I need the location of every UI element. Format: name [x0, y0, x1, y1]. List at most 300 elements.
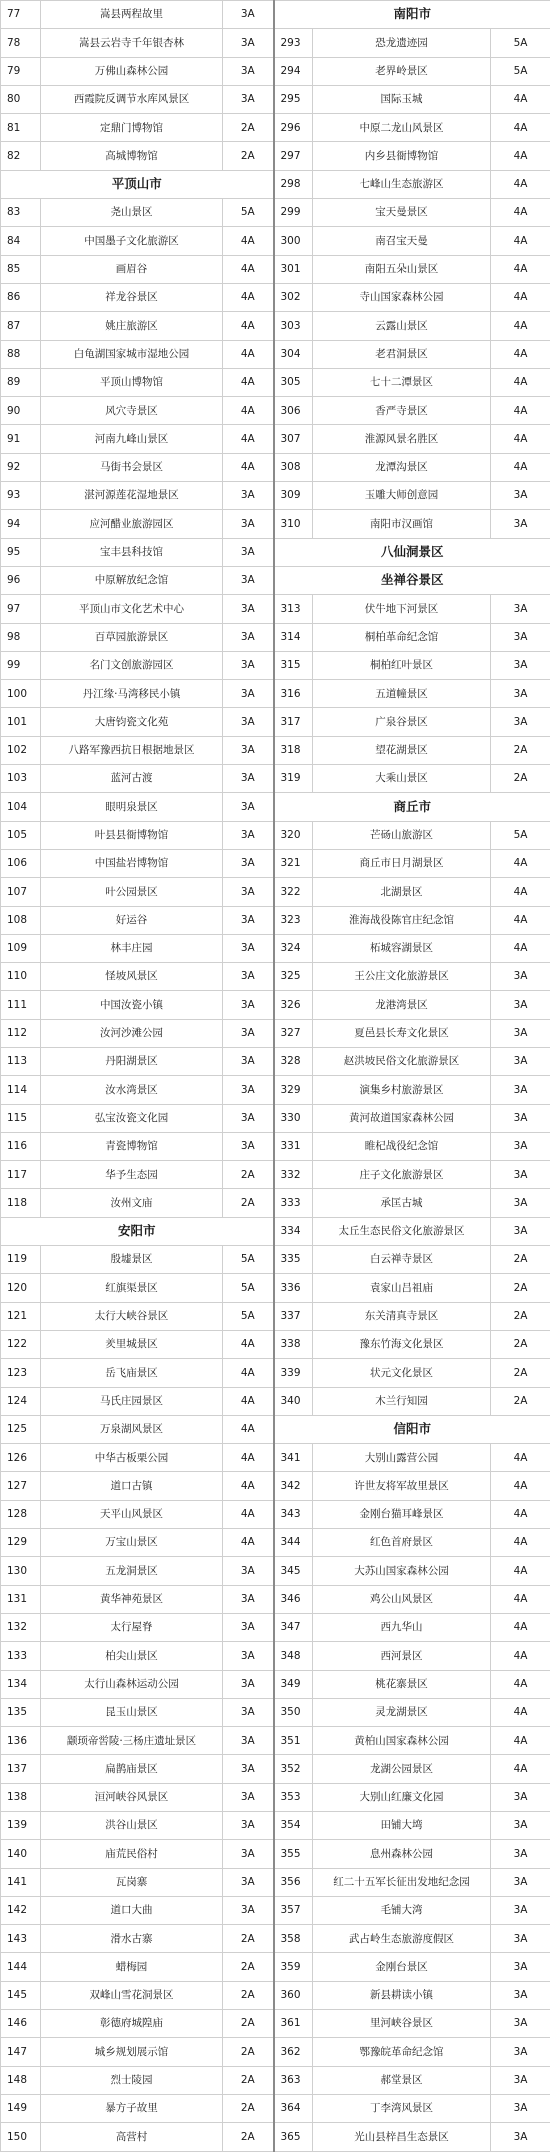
row-number: 361 — [274, 2010, 313, 2038]
grade-level: 4A — [223, 227, 274, 255]
grade-level: 4A — [491, 340, 550, 368]
scenic-spot-name: 云露山景区 — [313, 312, 491, 340]
table-row — [1, 1132, 550, 1160]
row-number: 326 — [274, 991, 313, 1019]
row-number: 341 — [274, 1444, 313, 1472]
grade-level: 4A — [491, 142, 550, 170]
row-number: 348 — [274, 1642, 313, 1670]
scenic-spot-name: 画眉谷 — [41, 255, 223, 283]
scenic-spot-name: 中国汝瓷小镇 — [41, 991, 223, 1019]
grade-level: 2A — [491, 765, 550, 793]
table-row — [1, 793, 550, 821]
table-row — [1, 1330, 550, 1358]
row-number: 85 — [1, 255, 41, 283]
table-row — [1, 1727, 550, 1755]
scenic-spot-name: 广泉谷景区 — [313, 708, 491, 736]
row-number: 337 — [274, 1302, 313, 1330]
row-number: 92 — [1, 453, 41, 481]
grade-level: 3A — [223, 793, 274, 821]
scenic-spot-name: 芒砀山旅游区 — [313, 821, 491, 849]
scenic-spot-name: 郝堂景区 — [313, 2066, 491, 2094]
row-number: 324 — [274, 934, 313, 962]
scenic-spot-name: 百草园旅游景区 — [41, 623, 223, 651]
grade-level: 3A — [491, 623, 550, 651]
table-row — [1, 2066, 550, 2094]
row-number: 331 — [274, 1132, 313, 1160]
grade-level: 3A — [223, 482, 274, 510]
scenic-spot-name: 田铺大塆 — [313, 1812, 491, 1840]
grade-level: 4A — [491, 283, 550, 311]
grade-level: 3A — [491, 510, 550, 538]
row-number: 117 — [1, 1161, 41, 1189]
grade-level: 3A — [223, 566, 274, 594]
grade-level: 4A — [491, 1670, 550, 1698]
scenic-spot-name: 宝天曼景区 — [313, 199, 491, 227]
table-row — [1, 1359, 550, 1387]
table-row — [1, 283, 550, 311]
row-number: 112 — [1, 1019, 41, 1047]
row-number: 90 — [1, 397, 41, 425]
row-number: 303 — [274, 312, 313, 340]
grade-level: 3A — [223, 1812, 274, 1840]
scenic-spot-name: 万宝山景区 — [41, 1529, 223, 1557]
row-number: 100 — [1, 680, 41, 708]
row-number: 322 — [274, 878, 313, 906]
table-row — [1, 1444, 550, 1472]
row-number: 315 — [274, 651, 313, 679]
grade-level: 3A — [223, 821, 274, 849]
table-row — [1, 906, 550, 934]
grade-level: 3A — [491, 1981, 550, 2009]
row-number: 298 — [274, 170, 313, 198]
grade-level: 3A — [223, 1868, 274, 1896]
row-number: 115 — [1, 1104, 41, 1132]
row-number: 330 — [274, 1104, 313, 1132]
scenic-spot-name: 龙港湾景区 — [313, 991, 491, 1019]
grade-level: 3A — [223, 765, 274, 793]
grade-level: 3A — [223, 1104, 274, 1132]
grade-level: 3A — [491, 2066, 550, 2094]
scenic-spot-name: 暴方子故里 — [41, 2094, 223, 2122]
row-number: 310 — [274, 510, 313, 538]
grade-level: 5A — [491, 57, 550, 85]
table-row — [1, 1274, 550, 1302]
scenic-spot-name: 鸡公山风景区 — [313, 1585, 491, 1613]
row-number: 121 — [1, 1302, 41, 1330]
table-row — [1, 1642, 550, 1670]
grade-level: 4A — [491, 312, 550, 340]
scenic-spot-name: 赵洪坡民俗文化旅游景区 — [313, 1047, 491, 1075]
table-row — [1, 623, 550, 651]
grade-level: 3A — [223, 1047, 274, 1075]
row-number: 106 — [1, 849, 41, 877]
table-row — [1, 1783, 550, 1811]
table-row — [1, 1670, 550, 1698]
scenic-spot-name: 太丘生态民俗文化旅游景区 — [313, 1217, 491, 1245]
table-row — [1, 1812, 550, 1840]
table-row — [1, 340, 550, 368]
scenic-spot-name: 中原二龙山风景区 — [313, 114, 491, 142]
scenic-spot-name: 南召宝天曼 — [313, 227, 491, 255]
table-row — [1, 142, 550, 170]
row-number: 364 — [274, 2094, 313, 2122]
scenic-spot-name: 汝州文庙 — [41, 1189, 223, 1217]
row-number: 125 — [1, 1415, 41, 1443]
grade-level: 4A — [491, 1727, 550, 1755]
scenic-spot-name: 淮海战役陈官庄纪念馆 — [313, 906, 491, 934]
scenic-spot-name: 岳飞庙景区 — [41, 1359, 223, 1387]
grade-level: 3A — [223, 708, 274, 736]
grade-level: 3A — [491, 482, 550, 510]
grade-level: 4A — [223, 340, 274, 368]
table-row — [1, 453, 550, 481]
scenic-spot-name: 彰德府城隍庙 — [41, 2010, 223, 2038]
row-number: 150 — [1, 2123, 41, 2151]
scenic-spot-name: 中华古板栗公园 — [41, 1444, 223, 1472]
row-number: 110 — [1, 963, 41, 991]
grade-level: 3A — [223, 1755, 274, 1783]
grade-level: 4A — [491, 849, 550, 877]
table-row — [1, 1953, 550, 1981]
scenic-spot-name: 烈士陵园 — [41, 2066, 223, 2094]
scenic-spot-name: 湛河源莲花湿地景区 — [41, 482, 223, 510]
scenic-spot-name: 南阳五朵山景区 — [313, 255, 491, 283]
row-number: 137 — [1, 1755, 41, 1783]
row-number: 123 — [1, 1359, 41, 1387]
scenic-spot-name: 中国墨子文化旅游区 — [41, 227, 223, 255]
scenic-spot-name: 金刚台景区 — [313, 1953, 491, 1981]
grade-level: 3A — [223, 1076, 274, 1104]
row-number: 329 — [274, 1076, 313, 1104]
scenic-spot-name: 商丘市日月湖景区 — [313, 849, 491, 877]
grade-level: 3A — [223, 595, 274, 623]
grade-level: 3A — [491, 1953, 550, 1981]
grade-level: 2A — [223, 1981, 274, 2009]
table-row — [1, 1246, 550, 1274]
grade-level: 4A — [491, 170, 550, 198]
scenic-spot-name: 西九华山 — [313, 1613, 491, 1641]
grade-level: 3A — [491, 2038, 550, 2066]
table-row — [1, 1161, 550, 1189]
grade-level: 3A — [223, 1585, 274, 1613]
scenic-spot-name: 嵩县云岩寺千年银杏林 — [41, 29, 223, 57]
scenic-spot-name: 红旗渠景区 — [41, 1274, 223, 1302]
grade-level: 2A — [223, 1953, 274, 1981]
grade-level: 2A — [223, 1161, 274, 1189]
row-number: 360 — [274, 1981, 313, 2009]
row-number: 141 — [1, 1868, 41, 1896]
grade-level: 4A — [491, 1472, 550, 1500]
row-number: 304 — [274, 340, 313, 368]
grade-level: 3A — [223, 963, 274, 991]
scenic-spot-name: 龙湖公园景区 — [313, 1755, 491, 1783]
scenic-spot-name: 弘宝汝瓷文化园 — [41, 1104, 223, 1132]
grade-level: 4A — [223, 425, 274, 453]
grade-level: 4A — [223, 1415, 274, 1443]
scenic-spot-name: 尧山景区 — [41, 199, 223, 227]
scenic-spot-name: 天平山风景区 — [41, 1500, 223, 1528]
table-row — [1, 2010, 550, 2038]
row-number: 340 — [274, 1387, 313, 1415]
grade-level: 5A — [223, 1302, 274, 1330]
row-number: 86 — [1, 283, 41, 311]
scenic-spot-name: 好运谷 — [41, 906, 223, 934]
grade-level: 4A — [223, 368, 274, 396]
scenic-spot-name: 五龙洞景区 — [41, 1557, 223, 1585]
grade-level: 3A — [223, 57, 274, 85]
grade-level: 4A — [491, 227, 550, 255]
scenic-spot-name: 丁李湾风景区 — [313, 2094, 491, 2122]
grade-level: 3A — [223, 849, 274, 877]
scenic-spot-name: 恐龙遗迹园 — [313, 29, 491, 57]
grade-level: 2A — [491, 736, 550, 764]
scenic-spot-name: 平顶山市文化艺术中心 — [41, 595, 223, 623]
scenic-spot-name: 眼明泉景区 — [41, 793, 223, 821]
row-number: 84 — [1, 227, 41, 255]
scenic-spot-name: 大乘山景区 — [313, 765, 491, 793]
scenic-spot-name: 柘城容湖景区 — [313, 934, 491, 962]
table-row — [1, 991, 550, 1019]
grade-level: 2A — [223, 1189, 274, 1217]
table-row — [1, 199, 550, 227]
row-number: 362 — [274, 2038, 313, 2066]
row-number: 358 — [274, 1925, 313, 1953]
grade-level: 3A — [491, 2010, 550, 2038]
table-row — [1, 170, 550, 198]
row-number: 99 — [1, 651, 41, 679]
grade-level: 2A — [223, 2094, 274, 2122]
grade-level: 4A — [491, 1557, 550, 1585]
grade-level: 5A — [223, 1246, 274, 1274]
grade-level: 3A — [223, 510, 274, 538]
table-row — [1, 1104, 550, 1132]
row-number: 128 — [1, 1500, 41, 1528]
grade-level: 3A — [491, 1104, 550, 1132]
grade-level: 3A — [491, 1868, 550, 1896]
grade-level: 4A — [491, 85, 550, 113]
row-number: 302 — [274, 283, 313, 311]
table-row — [1, 1047, 550, 1075]
grade-level: 4A — [223, 1444, 274, 1472]
scenic-spot-name: 北湖景区 — [313, 878, 491, 906]
grade-level: 3A — [223, 1840, 274, 1868]
row-number: 336 — [274, 1274, 313, 1302]
row-number: 350 — [274, 1698, 313, 1726]
grade-level: 3A — [491, 1783, 550, 1811]
grade-level: 2A — [223, 2066, 274, 2094]
row-number: 307 — [274, 425, 313, 453]
grade-level: 3A — [223, 29, 274, 57]
table-body — [1, 1, 550, 2152]
grade-level: 3A — [491, 1019, 550, 1047]
grade-level: 3A — [491, 708, 550, 736]
grade-level: 3A — [223, 85, 274, 113]
scenic-spot-name: 黄河故道国家森林公园 — [313, 1104, 491, 1132]
grade-level: 3A — [223, 1783, 274, 1811]
scenic-spot-name: 龙潭沟景区 — [313, 453, 491, 481]
scenic-spot-name: 万佛山森林公园 — [41, 57, 223, 85]
scenic-spot-name: 嵩县两程故里 — [41, 1, 223, 29]
row-number: 142 — [1, 1896, 41, 1924]
table-row — [1, 1529, 550, 1557]
table-row — [1, 368, 550, 396]
scenic-spot-name: 桐柏红叶景区 — [313, 651, 491, 679]
row-number: 97 — [1, 595, 41, 623]
grade-level: 2A — [223, 2123, 274, 2151]
table-row — [1, 57, 550, 85]
grade-level: 2A — [223, 2010, 274, 2038]
scenic-spot-name: 望花湖景区 — [313, 736, 491, 764]
table-row — [1, 1, 550, 29]
grade-level: 4A — [491, 1698, 550, 1726]
row-number: 313 — [274, 595, 313, 623]
grade-level: 3A — [491, 1896, 550, 1924]
grade-level: 4A — [223, 1472, 274, 1500]
row-number: 300 — [274, 227, 313, 255]
grade-level: 3A — [491, 2094, 550, 2122]
grade-level: 4A — [491, 1529, 550, 1557]
row-number: 354 — [274, 1812, 313, 1840]
scenic-spot-name: 伏牛地下河景区 — [313, 595, 491, 623]
scenic-spot-name: 祥龙谷景区 — [41, 283, 223, 311]
grade-level: 2A — [223, 2038, 274, 2066]
row-number: 78 — [1, 29, 41, 57]
row-number: 105 — [1, 821, 41, 849]
scenic-spot-name: 名门文创旅游园区 — [41, 651, 223, 679]
scenic-spot-name: 双峰山雪花洞景区 — [41, 1981, 223, 2009]
row-number: 345 — [274, 1557, 313, 1585]
row-number: 118 — [1, 1189, 41, 1217]
row-number: 95 — [1, 538, 41, 566]
row-number: 321 — [274, 849, 313, 877]
row-number: 328 — [274, 1047, 313, 1075]
table-row — [1, 1698, 550, 1726]
grade-level: 4A — [491, 425, 550, 453]
scenic-spot-name: 昆玉山景区 — [41, 1698, 223, 1726]
table-row — [1, 255, 550, 283]
table-row — [1, 2123, 550, 2151]
grade-level: 3A — [491, 991, 550, 1019]
grade-level: 5A — [223, 1274, 274, 1302]
grade-level: 4A — [491, 1642, 550, 1670]
scenic-spot-name: 灵龙湖景区 — [313, 1698, 491, 1726]
grade-level: 5A — [491, 821, 550, 849]
scenic-spot-name: 光山县梓昌生态景区 — [313, 2123, 491, 2151]
grade-level: 3A — [491, 1925, 550, 1953]
row-number: 119 — [1, 1246, 41, 1274]
grade-level: 3A — [491, 1076, 550, 1104]
grade-level: 3A — [223, 878, 274, 906]
row-number: 130 — [1, 1557, 41, 1585]
row-number: 332 — [274, 1161, 313, 1189]
scenic-spot-name: 大别山红廉文化园 — [313, 1783, 491, 1811]
scenic-spot-name: 新县耕读小镇 — [313, 1981, 491, 2009]
scenic-spot-name: 老界岭景区 — [313, 57, 491, 85]
scenic-spot-name: 豫东竹海文化景区 — [313, 1330, 491, 1358]
row-number: 135 — [1, 1698, 41, 1726]
table-row — [1, 736, 550, 764]
scenic-spot-name: 河南九峰山景区 — [41, 425, 223, 453]
scenic-spot-name: 红色首府景区 — [313, 1529, 491, 1557]
row-number: 134 — [1, 1670, 41, 1698]
grade-level: 3A — [223, 1019, 274, 1047]
grade-level: 3A — [223, 680, 274, 708]
grade-level: 2A — [223, 142, 274, 170]
scenic-spot-name: 西河景区 — [313, 1642, 491, 1670]
table-row — [1, 1840, 550, 1868]
scenic-spot-name: 马氏庄园景区 — [41, 1387, 223, 1415]
scenic-spot-name: 里河峡谷景区 — [313, 2010, 491, 2038]
row-number: 83 — [1, 199, 41, 227]
scenic-spot-name: 许世友将军故里景区 — [313, 1472, 491, 1500]
grade-level: 4A — [491, 878, 550, 906]
scenic-spot-name: 怪坡风景区 — [41, 963, 223, 991]
scenic-spot-name: 白云禅寺景区 — [313, 1246, 491, 1274]
table-row — [1, 538, 550, 566]
grade-level: 3A — [491, 2123, 550, 2151]
city-header: 安阳市 — [1, 1217, 274, 1245]
grade-level: 4A — [223, 1529, 274, 1557]
scenic-spot-name: 五道幢景区 — [313, 680, 491, 708]
grade-level: 3A — [491, 1132, 550, 1160]
grade-level: 5A — [491, 29, 550, 57]
city-header: 信阳市 — [274, 1415, 550, 1443]
scenic-spot-name: 袁家山吕祖庙 — [313, 1274, 491, 1302]
row-number: 122 — [1, 1330, 41, 1358]
table-row — [1, 2094, 550, 2122]
scenic-spot-name: 汝河沙滩公园 — [41, 1019, 223, 1047]
row-number: 108 — [1, 906, 41, 934]
grade-level: 4A — [223, 397, 274, 425]
row-number: 124 — [1, 1387, 41, 1415]
grade-level: 3A — [223, 1698, 274, 1726]
table-row — [1, 2038, 550, 2066]
scenic-spot-name: 万泉湖风景区 — [41, 1415, 223, 1443]
scenic-spot-name: 太行山森林运动公园 — [41, 1670, 223, 1698]
row-number: 94 — [1, 510, 41, 538]
grade-level: 3A — [491, 1217, 550, 1245]
grade-level: 4A — [491, 368, 550, 396]
scenic-spot-name: 鄂豫皖革命纪念馆 — [313, 2038, 491, 2066]
scenic-spot-name: 大别山露营公园 — [313, 1444, 491, 1472]
row-number: 327 — [274, 1019, 313, 1047]
row-number: 77 — [1, 1, 41, 29]
row-number: 147 — [1, 2038, 41, 2066]
grade-level: 4A — [223, 255, 274, 283]
row-number: 133 — [1, 1642, 41, 1670]
row-number: 351 — [274, 1727, 313, 1755]
scenic-spot-name: 夏邑县长寿文化景区 — [313, 1019, 491, 1047]
row-number: 126 — [1, 1444, 41, 1472]
row-number: 363 — [274, 2066, 313, 2094]
row-number: 93 — [1, 482, 41, 510]
scenic-spot-name: 颛顼帝喾陵·三杨庄遗址景区 — [41, 1727, 223, 1755]
table-row — [1, 1557, 550, 1585]
row-number: 140 — [1, 1840, 41, 1868]
table-row — [1, 312, 550, 340]
scenic-spot-name: 武占岭生态旅游度假区 — [313, 1925, 491, 1953]
grade-level: 2A — [491, 1302, 550, 1330]
scenic-spot-name: 滑水古寨 — [41, 1925, 223, 1953]
table-row — [1, 934, 550, 962]
row-number: 318 — [274, 736, 313, 764]
scenic-spot-name: 叶公园景区 — [41, 878, 223, 906]
scenic-spot-name: 姚庄旅游区 — [41, 312, 223, 340]
grade-level: 4A — [223, 1359, 274, 1387]
row-number: 353 — [274, 1783, 313, 1811]
row-number: 113 — [1, 1047, 41, 1075]
row-number: 101 — [1, 708, 41, 736]
